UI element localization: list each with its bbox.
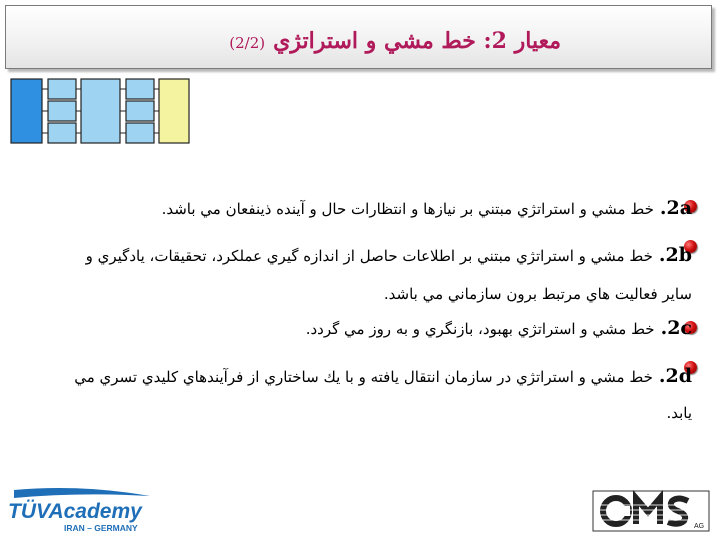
item-text: خط مشي و استراتژي مبتني بر اطلاعات حاصل از اندازه گيري عملكرد، تحقيقات، يادگيري و ساير فعاليت هاي مرتبط برون سازماني مي باشد.	[85, 247, 692, 303]
list-item-2a	[52, 197, 692, 220]
item-marker: 2a.	[659, 197, 692, 219]
item-text: خط مشي و استراتژي بهبود، بازنگري و به روز مي گردد.	[305, 320, 655, 338]
tuv-logo-text: TÜVAcademy	[8, 500, 142, 523]
item-marker: 2c.	[660, 317, 692, 339]
list-item-2b	[52, 236, 692, 313]
tuv-academy-logo	[6, 486, 156, 534]
item-marker: 2b.	[658, 244, 692, 266]
list-item-2c	[52, 317, 692, 340]
item-marker: 2d.	[658, 365, 692, 387]
title-bar	[5, 5, 712, 69]
list-item-2d	[52, 358, 692, 431]
cms-logo	[592, 490, 710, 532]
item-text: خط مشي و استراتژي مبتني بر نيازها و انتظارات حال و آينده ذينفعان مي باشد.	[161, 200, 654, 218]
cms-logo-suffix: AG	[694, 523, 705, 530]
item-text: خط مشي و استراتژي در سازمان انتقال يافته و با يك ساختاري از فرآيندهاي كليدي تسري مي يابد.	[74, 368, 692, 422]
title-text: معيار 2: خط مشي و استراتژي	[273, 28, 561, 54]
slide-title	[229, 28, 561, 54]
title-part: (2/2)	[229, 34, 266, 52]
efqm-model-diagram	[10, 78, 190, 144]
tuv-logo-subtext: IRAN – GERMANY	[64, 523, 138, 533]
